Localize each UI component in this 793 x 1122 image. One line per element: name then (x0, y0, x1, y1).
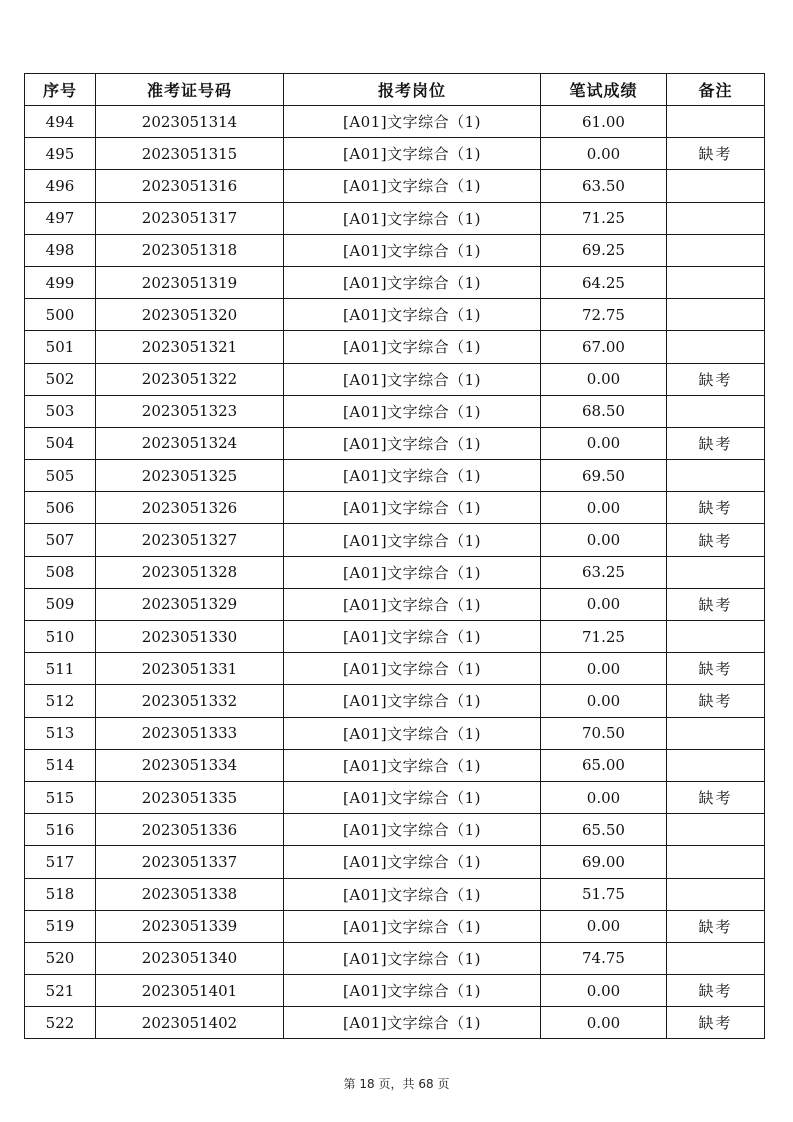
cell-post: [A01]文字综合（1) (284, 910, 541, 942)
table-row (25, 942, 765, 974)
cell-note: 缺考 (667, 1007, 765, 1039)
cell-score: 69.50 (541, 460, 667, 492)
cell-note (667, 621, 765, 653)
table-row (25, 814, 765, 846)
cell-seq: 510 (25, 621, 96, 653)
cell-post: [A01]文字综合（1) (284, 749, 541, 781)
cell-score: 0.00 (541, 524, 667, 556)
cell-post: [A01]文字综合（1) (284, 138, 541, 170)
cell-seq: 504 (25, 427, 96, 459)
header-score: 笔试成绩 (541, 74, 667, 106)
table-row (25, 975, 765, 1007)
cell-exam-id: 2023051322 (96, 363, 284, 395)
cell-note: 缺考 (667, 138, 765, 170)
cell-exam-id: 2023051331 (96, 653, 284, 685)
cell-seq: 495 (25, 138, 96, 170)
cell-exam-id: 2023051317 (96, 202, 284, 234)
table-row (25, 106, 765, 138)
cell-exam-id: 2023051335 (96, 781, 284, 813)
table-row (25, 427, 765, 459)
cell-score: 0.00 (541, 685, 667, 717)
cell-exam-id: 2023051325 (96, 460, 284, 492)
cell-seq: 499 (25, 266, 96, 298)
cell-post: [A01]文字综合（1) (284, 331, 541, 363)
table-row (25, 556, 765, 588)
cell-post: [A01]文字综合（1) (284, 1007, 541, 1039)
cell-exam-id: 2023051316 (96, 170, 284, 202)
cell-note (667, 202, 765, 234)
table-row (25, 621, 765, 653)
cell-score: 0.00 (541, 975, 667, 1007)
footer-middle: 页，共 (378, 1077, 415, 1091)
cell-post: [A01]文字综合（1) (284, 299, 541, 331)
cell-exam-id: 2023051318 (96, 234, 284, 266)
table-row (25, 685, 765, 717)
cell-seq: 501 (25, 331, 96, 363)
cell-seq: 518 (25, 878, 96, 910)
cell-post: [A01]文字综合（1) (284, 266, 541, 298)
cell-seq: 512 (25, 685, 96, 717)
cell-score: 69.25 (541, 234, 667, 266)
table-row (25, 202, 765, 234)
cell-score: 68.50 (541, 395, 667, 427)
footer-suffix: 页 (437, 1077, 450, 1091)
cell-post: [A01]文字综合（1) (284, 588, 541, 620)
cell-note: 缺考 (667, 975, 765, 1007)
table-row (25, 653, 765, 685)
cell-note: 缺考 (667, 363, 765, 395)
cell-post: [A01]文字综合（1) (284, 524, 541, 556)
cell-post: [A01]文字综合（1) (284, 621, 541, 653)
cell-post: [A01]文字综合（1) (284, 685, 541, 717)
cell-post: [A01]文字综合（1) (284, 717, 541, 749)
cell-exam-id: 2023051402 (96, 1007, 284, 1039)
table-row (25, 138, 765, 170)
cell-post: [A01]文字综合（1) (284, 170, 541, 202)
table-row (25, 846, 765, 878)
score-table (24, 73, 765, 1039)
footer-page-number: 18 (359, 1077, 375, 1091)
cell-note (667, 170, 765, 202)
table-row (25, 524, 765, 556)
cell-score: 63.25 (541, 556, 667, 588)
cell-seq: 520 (25, 942, 96, 974)
cell-score: 0.00 (541, 910, 667, 942)
cell-post: [A01]文字综合（1) (284, 653, 541, 685)
cell-score: 0.00 (541, 781, 667, 813)
cell-note (667, 717, 765, 749)
cell-note: 缺考 (667, 653, 765, 685)
cell-score: 65.50 (541, 814, 667, 846)
cell-note (667, 234, 765, 266)
cell-seq: 516 (25, 814, 96, 846)
cell-exam-id: 2023051326 (96, 492, 284, 524)
cell-note: 缺考 (667, 588, 765, 620)
cell-seq: 519 (25, 910, 96, 942)
cell-post: [A01]文字综合（1) (284, 781, 541, 813)
cell-seq: 498 (25, 234, 96, 266)
table-row (25, 266, 765, 298)
table-row (25, 234, 765, 266)
table-row (25, 299, 765, 331)
cell-post: [A01]文字综合（1) (284, 492, 541, 524)
cell-post: [A01]文字综合（1) (284, 234, 541, 266)
cell-exam-id: 2023051319 (96, 266, 284, 298)
cell-seq: 494 (25, 106, 96, 138)
header-note: 备注 (667, 74, 765, 106)
cell-seq: 521 (25, 975, 96, 1007)
cell-post: [A01]文字综合（1) (284, 106, 541, 138)
cell-score: 0.00 (541, 588, 667, 620)
cell-seq: 500 (25, 299, 96, 331)
cell-note: 缺考 (667, 492, 765, 524)
cell-score: 65.00 (541, 749, 667, 781)
header-seq: 序号 (25, 74, 96, 106)
cell-exam-id: 2023051334 (96, 749, 284, 781)
cell-note (667, 878, 765, 910)
table-row (25, 170, 765, 202)
cell-seq: 497 (25, 202, 96, 234)
cell-post: [A01]文字综合（1) (284, 202, 541, 234)
cell-score: 0.00 (541, 1007, 667, 1039)
table-row (25, 588, 765, 620)
cell-score: 67.00 (541, 331, 667, 363)
cell-post: [A01]文字综合（1) (284, 846, 541, 878)
cell-exam-id: 2023051338 (96, 878, 284, 910)
cell-note: 缺考 (667, 427, 765, 459)
score-table-header (25, 74, 765, 106)
cell-score: 0.00 (541, 427, 667, 459)
cell-score: 0.00 (541, 492, 667, 524)
score-table-body (25, 106, 765, 1039)
cell-score: 51.75 (541, 878, 667, 910)
cell-score: 72.75 (541, 299, 667, 331)
table-row (25, 1007, 765, 1039)
cell-score: 71.25 (541, 202, 667, 234)
cell-score: 0.00 (541, 653, 667, 685)
cell-post: [A01]文字综合（1) (284, 395, 541, 427)
cell-post: [A01]文字综合（1) (284, 363, 541, 395)
cell-seq: 513 (25, 717, 96, 749)
cell-post: [A01]文字综合（1) (284, 427, 541, 459)
table-row (25, 717, 765, 749)
footer-total-pages: 68 (418, 1077, 434, 1091)
cell-score: 61.00 (541, 106, 667, 138)
cell-note (667, 331, 765, 363)
cell-post: [A01]文字综合（1) (284, 878, 541, 910)
footer-prefix: 第 (343, 1077, 356, 1091)
cell-score: 70.50 (541, 717, 667, 749)
table-row (25, 492, 765, 524)
header-row (25, 74, 765, 106)
cell-seq: 508 (25, 556, 96, 588)
cell-exam-id: 2023051330 (96, 621, 284, 653)
cell-note (667, 106, 765, 138)
cell-post: [A01]文字综合（1) (284, 975, 541, 1007)
cell-exam-id: 2023051320 (96, 299, 284, 331)
table-row (25, 363, 765, 395)
cell-note (667, 814, 765, 846)
cell-seq: 503 (25, 395, 96, 427)
cell-exam-id: 2023051329 (96, 588, 284, 620)
cell-post: [A01]文字综合（1) (284, 942, 541, 974)
cell-seq: 496 (25, 170, 96, 202)
cell-note: 缺考 (667, 524, 765, 556)
cell-seq: 522 (25, 1007, 96, 1039)
cell-exam-id: 2023051314 (96, 106, 284, 138)
cell-exam-id: 2023051327 (96, 524, 284, 556)
cell-score: 71.25 (541, 621, 667, 653)
table-row (25, 749, 765, 781)
cell-score: 64.25 (541, 266, 667, 298)
cell-score: 0.00 (541, 138, 667, 170)
table-row (25, 878, 765, 910)
cell-post: [A01]文字综合（1) (284, 556, 541, 588)
table-row (25, 781, 765, 813)
cell-exam-id: 2023051340 (96, 942, 284, 974)
cell-post: [A01]文字综合（1) (284, 460, 541, 492)
header-exam-id: 准考证号码 (96, 74, 284, 106)
cell-exam-id: 2023051333 (96, 717, 284, 749)
table-row (25, 331, 765, 363)
cell-seq: 506 (25, 492, 96, 524)
cell-seq: 505 (25, 460, 96, 492)
cell-score: 74.75 (541, 942, 667, 974)
cell-note: 缺考 (667, 781, 765, 813)
cell-note (667, 749, 765, 781)
cell-exam-id: 2023051401 (96, 975, 284, 1007)
cell-note (667, 460, 765, 492)
cell-exam-id: 2023051315 (96, 138, 284, 170)
cell-note (667, 395, 765, 427)
table-row (25, 395, 765, 427)
cell-exam-id: 2023051328 (96, 556, 284, 588)
cell-note (667, 942, 765, 974)
cell-seq: 509 (25, 588, 96, 620)
cell-exam-id: 2023051323 (96, 395, 284, 427)
cell-note (667, 266, 765, 298)
page-footer (0, 1075, 793, 1092)
cell-note: 缺考 (667, 910, 765, 942)
cell-seq: 515 (25, 781, 96, 813)
cell-seq: 502 (25, 363, 96, 395)
cell-note (667, 846, 765, 878)
cell-score: 0.00 (541, 363, 667, 395)
cell-note (667, 299, 765, 331)
cell-post: [A01]文字综合（1) (284, 814, 541, 846)
header-post: 报考岗位 (284, 74, 541, 106)
cell-exam-id: 2023051339 (96, 910, 284, 942)
cell-exam-id: 2023051332 (96, 685, 284, 717)
cell-seq: 507 (25, 524, 96, 556)
cell-exam-id: 2023051336 (96, 814, 284, 846)
cell-exam-id: 2023051337 (96, 846, 284, 878)
cell-note (667, 556, 765, 588)
cell-exam-id: 2023051321 (96, 331, 284, 363)
table-row (25, 460, 765, 492)
table-row (25, 910, 765, 942)
cell-seq: 514 (25, 749, 96, 781)
cell-score: 69.00 (541, 846, 667, 878)
cell-seq: 517 (25, 846, 96, 878)
cell-score: 63.50 (541, 170, 667, 202)
cell-exam-id: 2023051324 (96, 427, 284, 459)
cell-note: 缺考 (667, 685, 765, 717)
cell-seq: 511 (25, 653, 96, 685)
